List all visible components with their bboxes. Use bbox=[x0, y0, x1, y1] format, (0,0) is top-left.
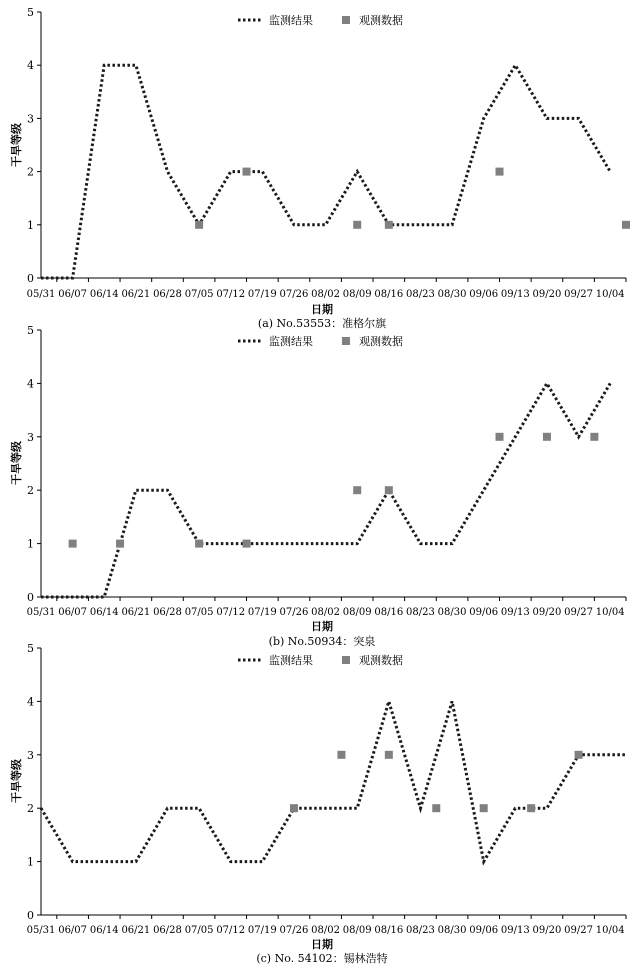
observation-point bbox=[69, 540, 77, 548]
x-tick-label: 08/02 bbox=[311, 925, 341, 936]
x-tick-label: 07/12 bbox=[216, 607, 246, 618]
y-tick-label: 4 bbox=[27, 59, 34, 73]
x-tick-label: 05/31 bbox=[26, 607, 56, 618]
observation-point bbox=[432, 804, 440, 812]
y-tick-label: 0 bbox=[27, 909, 34, 922]
x-tick-label: 06/14 bbox=[89, 925, 119, 936]
x-tick-label: 08/09 bbox=[342, 925, 372, 936]
legend-label-observation: 观测数据 bbox=[359, 14, 403, 27]
x-tick-label: 07/12 bbox=[216, 289, 246, 300]
x-tick-label: 09/06 bbox=[469, 289, 499, 300]
observation-point bbox=[290, 804, 298, 812]
x-tick-label: 07/19 bbox=[247, 289, 277, 300]
chart-caption: (c) No. 54102：锡林浩特 bbox=[256, 952, 388, 965]
series-line-monitoring bbox=[41, 65, 610, 278]
x-tick-label: 09/13 bbox=[500, 925, 530, 936]
series-line-monitoring bbox=[41, 701, 626, 861]
x-tick-label: 09/27 bbox=[564, 607, 593, 618]
x-tick-label: 07/26 bbox=[279, 925, 309, 936]
chart-caption: (a) No.53553：准格尔旗 bbox=[257, 317, 387, 330]
chart-legend bbox=[238, 653, 403, 667]
observation-point bbox=[243, 540, 251, 548]
observation-point bbox=[575, 751, 583, 759]
x-tick-label: 08/16 bbox=[374, 607, 404, 618]
x-tick-label: 06/28 bbox=[153, 607, 182, 618]
x-tick-label: 10/04 bbox=[595, 607, 625, 618]
observation-point bbox=[527, 804, 535, 812]
x-tick-label: 08/16 bbox=[374, 925, 404, 936]
observation-point bbox=[385, 221, 393, 229]
x-tick-label: 06/28 bbox=[153, 289, 182, 300]
x-tick-label: 05/31 bbox=[26, 925, 56, 936]
x-tick-label: 06/07 bbox=[58, 607, 88, 618]
legend-label-monitoring: 监测结果 bbox=[269, 335, 313, 348]
x-tick-label: 09/27 bbox=[564, 289, 593, 300]
x-tick-label: 07/05 bbox=[184, 925, 214, 936]
x-tick-label: 08/30 bbox=[437, 925, 467, 936]
observation-point bbox=[353, 486, 361, 494]
x-tick-label: 08/23 bbox=[406, 289, 435, 300]
observation-point bbox=[590, 433, 598, 441]
observation-point bbox=[243, 168, 251, 176]
y-tick-label: 4 bbox=[27, 377, 34, 391]
observation-point bbox=[353, 221, 361, 229]
chart-caption: (b) No.50934：突泉 bbox=[268, 635, 376, 648]
y-tick-label: 5 bbox=[27, 324, 34, 337]
x-tick-label: 07/26 bbox=[279, 289, 309, 300]
x-tick-label: 08/30 bbox=[437, 607, 467, 618]
x-tick-label: 08/02 bbox=[311, 607, 341, 618]
series-line-monitoring bbox=[41, 383, 610, 597]
x-tick-label: 07/12 bbox=[216, 925, 246, 936]
legend-marker-swatch bbox=[342, 656, 350, 664]
y-tick-label: 1 bbox=[27, 537, 34, 551]
legend-label-monitoring: 监测结果 bbox=[269, 654, 313, 667]
legend-label-observation: 观测数据 bbox=[359, 654, 403, 667]
x-tick-label: 10/04 bbox=[595, 289, 625, 300]
y-tick-label: 3 bbox=[27, 112, 34, 126]
x-tick-label: 08/09 bbox=[342, 607, 372, 618]
x-tick-label: 09/20 bbox=[532, 289, 562, 300]
y-tick-label: 3 bbox=[27, 748, 34, 762]
y-tick-label: 0 bbox=[27, 591, 34, 604]
x-tick-label: 09/27 bbox=[564, 925, 593, 936]
x-tick-label: 07/19 bbox=[247, 925, 277, 936]
y-axis-label: 干旱等级 bbox=[10, 441, 23, 485]
y-tick-label: 1 bbox=[27, 855, 34, 869]
observation-point bbox=[385, 486, 393, 494]
y-tick-label: 3 bbox=[27, 430, 34, 444]
observation-point bbox=[195, 221, 203, 229]
x-tick-label: 09/06 bbox=[469, 607, 499, 618]
x-tick-label: 07/19 bbox=[247, 607, 277, 618]
x-tick-label: 08/23 bbox=[406, 925, 435, 936]
observation-point bbox=[116, 540, 124, 548]
x-tick-label: 09/20 bbox=[532, 607, 562, 618]
x-tick-label: 09/06 bbox=[469, 925, 499, 936]
observation-point bbox=[496, 433, 504, 441]
x-tick-label: 06/07 bbox=[58, 289, 88, 300]
y-tick-label: 2 bbox=[27, 165, 34, 179]
x-tick-label: 08/30 bbox=[437, 289, 467, 300]
legend-marker-swatch bbox=[342, 16, 350, 24]
x-axis-label: 日期 bbox=[311, 620, 333, 633]
x-axis-label: 日期 bbox=[311, 938, 333, 951]
x-tick-label: 08/23 bbox=[406, 607, 435, 618]
observation-point bbox=[496, 168, 504, 176]
x-tick-label: 06/28 bbox=[153, 925, 182, 936]
x-tick-label: 06/21 bbox=[121, 289, 151, 300]
observation-point bbox=[622, 221, 630, 229]
x-axis-label: 日期 bbox=[311, 303, 333, 316]
y-tick-label: 1 bbox=[27, 218, 34, 232]
chart-panel-3 bbox=[9, 642, 626, 965]
y-tick-label: 2 bbox=[27, 484, 34, 498]
observation-point bbox=[195, 540, 203, 548]
x-tick-label: 06/21 bbox=[121, 925, 151, 936]
legend-label-observation: 观测数据 bbox=[359, 335, 403, 348]
y-tick-label: 5 bbox=[27, 6, 34, 19]
x-tick-label: 10/04 bbox=[595, 925, 625, 936]
x-tick-label: 09/13 bbox=[500, 289, 530, 300]
observation-point bbox=[337, 751, 345, 759]
x-tick-label: 09/20 bbox=[532, 925, 562, 936]
y-tick-label: 0 bbox=[27, 272, 34, 285]
observation-point bbox=[480, 804, 488, 812]
x-tick-label: 06/21 bbox=[121, 607, 151, 618]
x-tick-label: 07/05 bbox=[184, 607, 214, 618]
chart-panel-2 bbox=[9, 324, 626, 648]
x-tick-label: 08/09 bbox=[342, 289, 372, 300]
chart-panel-1 bbox=[9, 6, 630, 330]
x-tick-label: 06/14 bbox=[89, 289, 119, 300]
x-tick-label: 09/13 bbox=[500, 607, 530, 618]
x-tick-label: 05/31 bbox=[26, 289, 56, 300]
x-tick-label: 07/05 bbox=[184, 289, 214, 300]
observation-point bbox=[385, 751, 393, 759]
y-tick-label: 2 bbox=[27, 802, 34, 816]
y-tick-label: 5 bbox=[27, 642, 34, 655]
y-axis-label: 干旱等级 bbox=[10, 759, 23, 803]
y-axis-label: 干旱等级 bbox=[10, 123, 23, 167]
x-tick-label: 06/07 bbox=[58, 925, 88, 936]
chart-legend bbox=[238, 13, 403, 27]
x-tick-label: 08/16 bbox=[374, 289, 404, 300]
x-tick-label: 06/14 bbox=[89, 607, 119, 618]
x-tick-label: 08/02 bbox=[311, 289, 341, 300]
chart-legend bbox=[238, 334, 403, 348]
legend-label-monitoring: 监测结果 bbox=[269, 14, 313, 27]
observation-point bbox=[543, 433, 551, 441]
legend-marker-swatch bbox=[342, 337, 350, 345]
x-tick-label: 07/26 bbox=[279, 607, 309, 618]
y-tick-label: 4 bbox=[27, 695, 34, 709]
